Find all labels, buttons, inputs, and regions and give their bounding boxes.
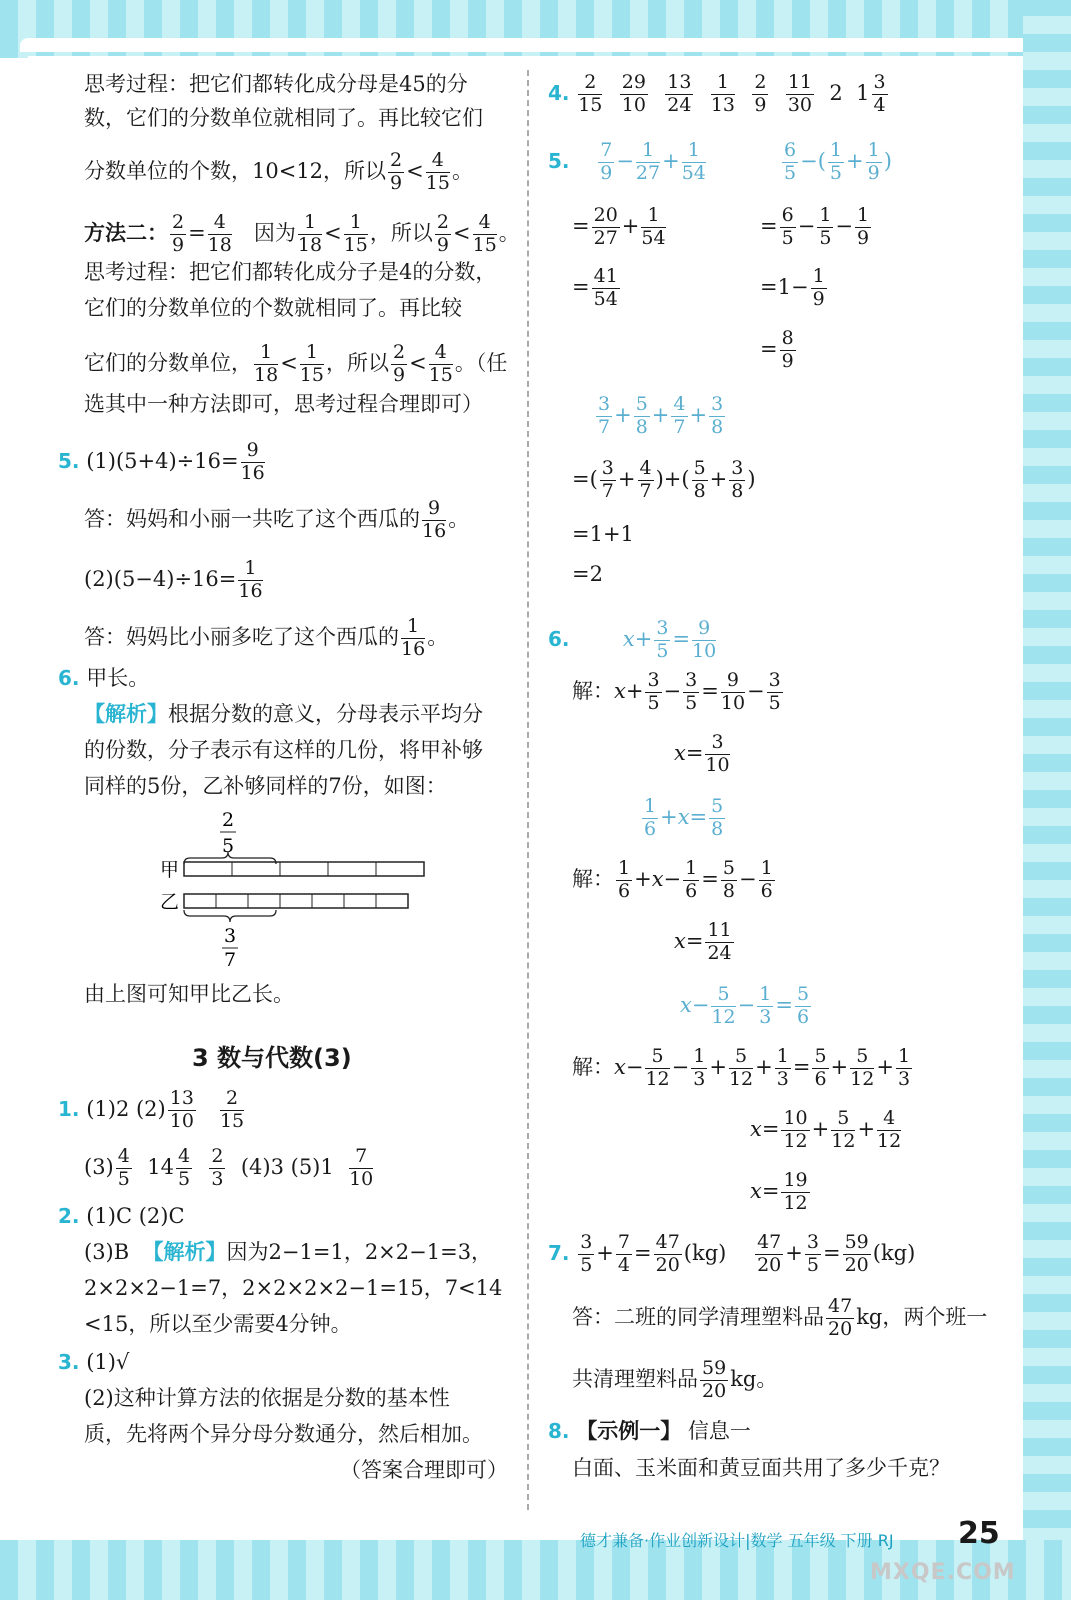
- r6-eq2: $\frac{1}{6}$ +x= $\frac{5}{8}$: [644, 795, 724, 840]
- q6-answer: 6. 甲长。: [58, 666, 150, 690]
- r6-eq1: 6. x+ $\frac{3}{5}$ = $\frac{9}{10}$: [548, 617, 717, 662]
- s3-line1: 3. (1)√: [58, 1350, 130, 1374]
- diagram-label: 3: [223, 925, 237, 947]
- footer-text: 德才兼备·作业创新设计|数学 五年级 下册 RJ: [580, 1531, 894, 1550]
- page-number: 25: [958, 1516, 1000, 1551]
- s2-line2: (3)B 【解析】因为2−1=1，2×2−1=3，: [84, 1240, 493, 1264]
- text-line: 的份数，分子表示有这样的几份，将甲补够: [84, 738, 483, 762]
- watermark: MXQE.COM: [870, 1560, 1016, 1585]
- label-jia: 甲: [160, 859, 180, 881]
- r5-expr3: $\frac{3}{7}$ + $\frac{5}{8}$ + $\frac{4}{7}$ + $\frac{3}{8}$: [598, 393, 724, 438]
- column-divider: [527, 70, 529, 1510]
- s2-line1: 2. (1)C (2)C: [58, 1204, 185, 1228]
- math-step: x= $\frac{19}{12}$: [750, 1169, 808, 1214]
- r7-line: 7. $\frac{3}{5}$ + $\frac{7}{4}$ = $\frac{47}{20}$ (kg) $\frac{47}{20}$ + $\frac{3}{5}$ = $\frac{59}{20}$ (kg): [548, 1231, 916, 1276]
- diagram-label: 2: [221, 809, 235, 831]
- math-step: 解：x− $\frac{5}{12}$ − $\frac{1}{3}$ + $\frac{5}{12}$ + $\frac{1}{3}$ = $\frac{5}{6}$ + $\frac{5}{12}$ + $\frac{1}{3}$: [572, 1045, 911, 1090]
- math-step: = $\frac{20}{27}$ + $\frac{1}{54}$: [572, 204, 666, 249]
- r6-eq3: x− $\frac{5}{12}$ − $\frac{1}{3}$ = $\frac{5}{6}$: [680, 983, 810, 1028]
- r5-expr2: $\frac{6}{5}$ −( $\frac{1}{5}$ + $\frac{1}{9}$ ): [784, 139, 892, 184]
- math-step: =1+1: [572, 522, 634, 546]
- math-step: = $\frac{8}{9}$: [760, 327, 794, 372]
- math-step: = $\frac{41}{54}$: [572, 265, 618, 310]
- text-line: 数，它们的分数单位就相同了。再比较它们: [84, 106, 483, 130]
- bar-diagram: [150, 800, 440, 970]
- math-step: x= $\frac{3}{10}$: [674, 731, 730, 776]
- math-step: x= $\frac{10}{12}$ + $\frac{5}{12}$ + $\frac{4}{12}$: [750, 1107, 902, 1152]
- math-step: =1− $\frac{1}{9}$: [760, 265, 825, 310]
- text-line: 白面、玉米面和黄豆面共用了多少千克？: [572, 1456, 950, 1480]
- s1-line1: 1. (1)2 (2) $\frac{13}{10}$ $\frac{2}{15}$: [58, 1087, 245, 1132]
- math-step: 解： $\frac{1}{6}$ +x− $\frac{1}{6}$ = $\frac{5}{8}$ − $\frac{1}{6}$: [572, 857, 773, 902]
- q5-part2: (2)(5−4)÷16= $\frac{1}{16}$: [84, 557, 263, 602]
- text-line: 同样的5份，乙补够同样的7份，如图：: [84, 774, 447, 798]
- diagram-label: 5: [221, 835, 235, 857]
- math-step: x= $\frac{11}{24}$: [674, 919, 732, 964]
- label-yi: 乙: [160, 891, 180, 913]
- q6-analysis-line: 【解析】根据分数的意义，分母表示平均分: [84, 702, 483, 726]
- text-line: 思考过程：把它们都转化成分母是45的分: [84, 72, 468, 96]
- text-line: 它们的分数单位的个数就相同了。再比较: [84, 296, 462, 320]
- math-step: = $\frac{6}{5}$ − $\frac{1}{5}$ − $\frac{1}{9}$: [760, 204, 870, 249]
- s1-line2: (3) $\frac{4}{5}$ 14 $\frac{4}{5}$ $\frac{2}{3}$ (4)3 (5)1 $\frac{7}{10}$: [84, 1145, 374, 1190]
- text-line: (2)这种计算方法的依据是分数的基本性: [84, 1386, 450, 1410]
- section-title: 3 数与代数(3): [192, 1044, 352, 1072]
- r5-expr1: 5. $\frac{7}{9}$ − $\frac{1}{27}$ + $\frac{1}{54}$: [548, 139, 706, 184]
- r7-answer1: 答：二班的同学清理塑料品 $\frac{47}{20}$ kg，两个班一: [572, 1295, 988, 1340]
- math-step: 解：x+ $\frac{3}{5}$ − $\frac{3}{5}$ = $\frac{9}{10}$ − $\frac{3}{5}$: [572, 669, 781, 714]
- text-line: 质，先将两个异分母分数通分，然后相加。: [84, 1422, 483, 1446]
- r8-line: 8. 【示例一】 信息一: [548, 1418, 751, 1443]
- text-line: 它们的分数单位， $\frac{1}{18}$ < $\frac{1}{15}$ ，所以 $\frac{2}{9}$ < $\frac{4}{15}$ 。（任: [84, 341, 508, 386]
- right-wave-border: [1023, 0, 1071, 1600]
- text-line: 思考过程：把它们都转化成分子是4的分数，: [84, 260, 497, 284]
- top-wave-border: [0, 0, 1071, 58]
- diagram-label: 7: [223, 949, 237, 970]
- math-step: =2: [572, 562, 603, 586]
- r7-answer2: 共清理塑料品 $\frac{59}{20}$ kg。: [572, 1357, 778, 1402]
- text-line: 分数单位的个数，10<12，所以 $\frac{2}{9}$ < $\frac{4}{15}$ 。: [84, 149, 473, 194]
- q5-part1: 5. (1)(5+4)÷16= $\frac{9}{16}$: [58, 439, 265, 484]
- r4-line: 4. $\frac{2}{15}$ $\frac{29}{10}$ $\frac{13}{24}$ $\frac{1}{13}$ $\frac{2}{9}$ $\frac{11}{30}$ 2 1 $\frac{3}{4}$: [548, 71, 886, 116]
- text-line: 2×2×2−1=7，2×2×2×2−1=15，7<14: [84, 1276, 503, 1300]
- q5-answer1: 答：妈妈和小丽一共吃了这个西瓜的 $\frac{9}{16}$ 。: [84, 497, 470, 542]
- text-line: 选其中一种方法即可，思考过程合理即可）: [84, 392, 483, 416]
- q5-answer2: 答：妈妈比小丽多吃了这个西瓜的 $\frac{1}{16}$ 。: [84, 615, 449, 660]
- math-step: =( $\frac{3}{7}$ + $\frac{4}{7}$ )+( $\frac{5}{8}$ + $\frac{3}{8}$ ): [572, 457, 756, 502]
- method-two-line: 方法二： $\frac{2}{9}$ = $\frac{4}{18}$ 因为 $\frac{1}{18}$ < $\frac{1}{15}$ ，所以 $\frac{2}{9}$ < $\frac{4}{15}$ 。: [84, 211, 520, 256]
- text-line: （答案合理即可）: [340, 1458, 508, 1482]
- text-line: <15，所以至少需要4分钟。: [84, 1312, 352, 1336]
- text-line: 由上图可知甲比乙长。: [84, 982, 294, 1006]
